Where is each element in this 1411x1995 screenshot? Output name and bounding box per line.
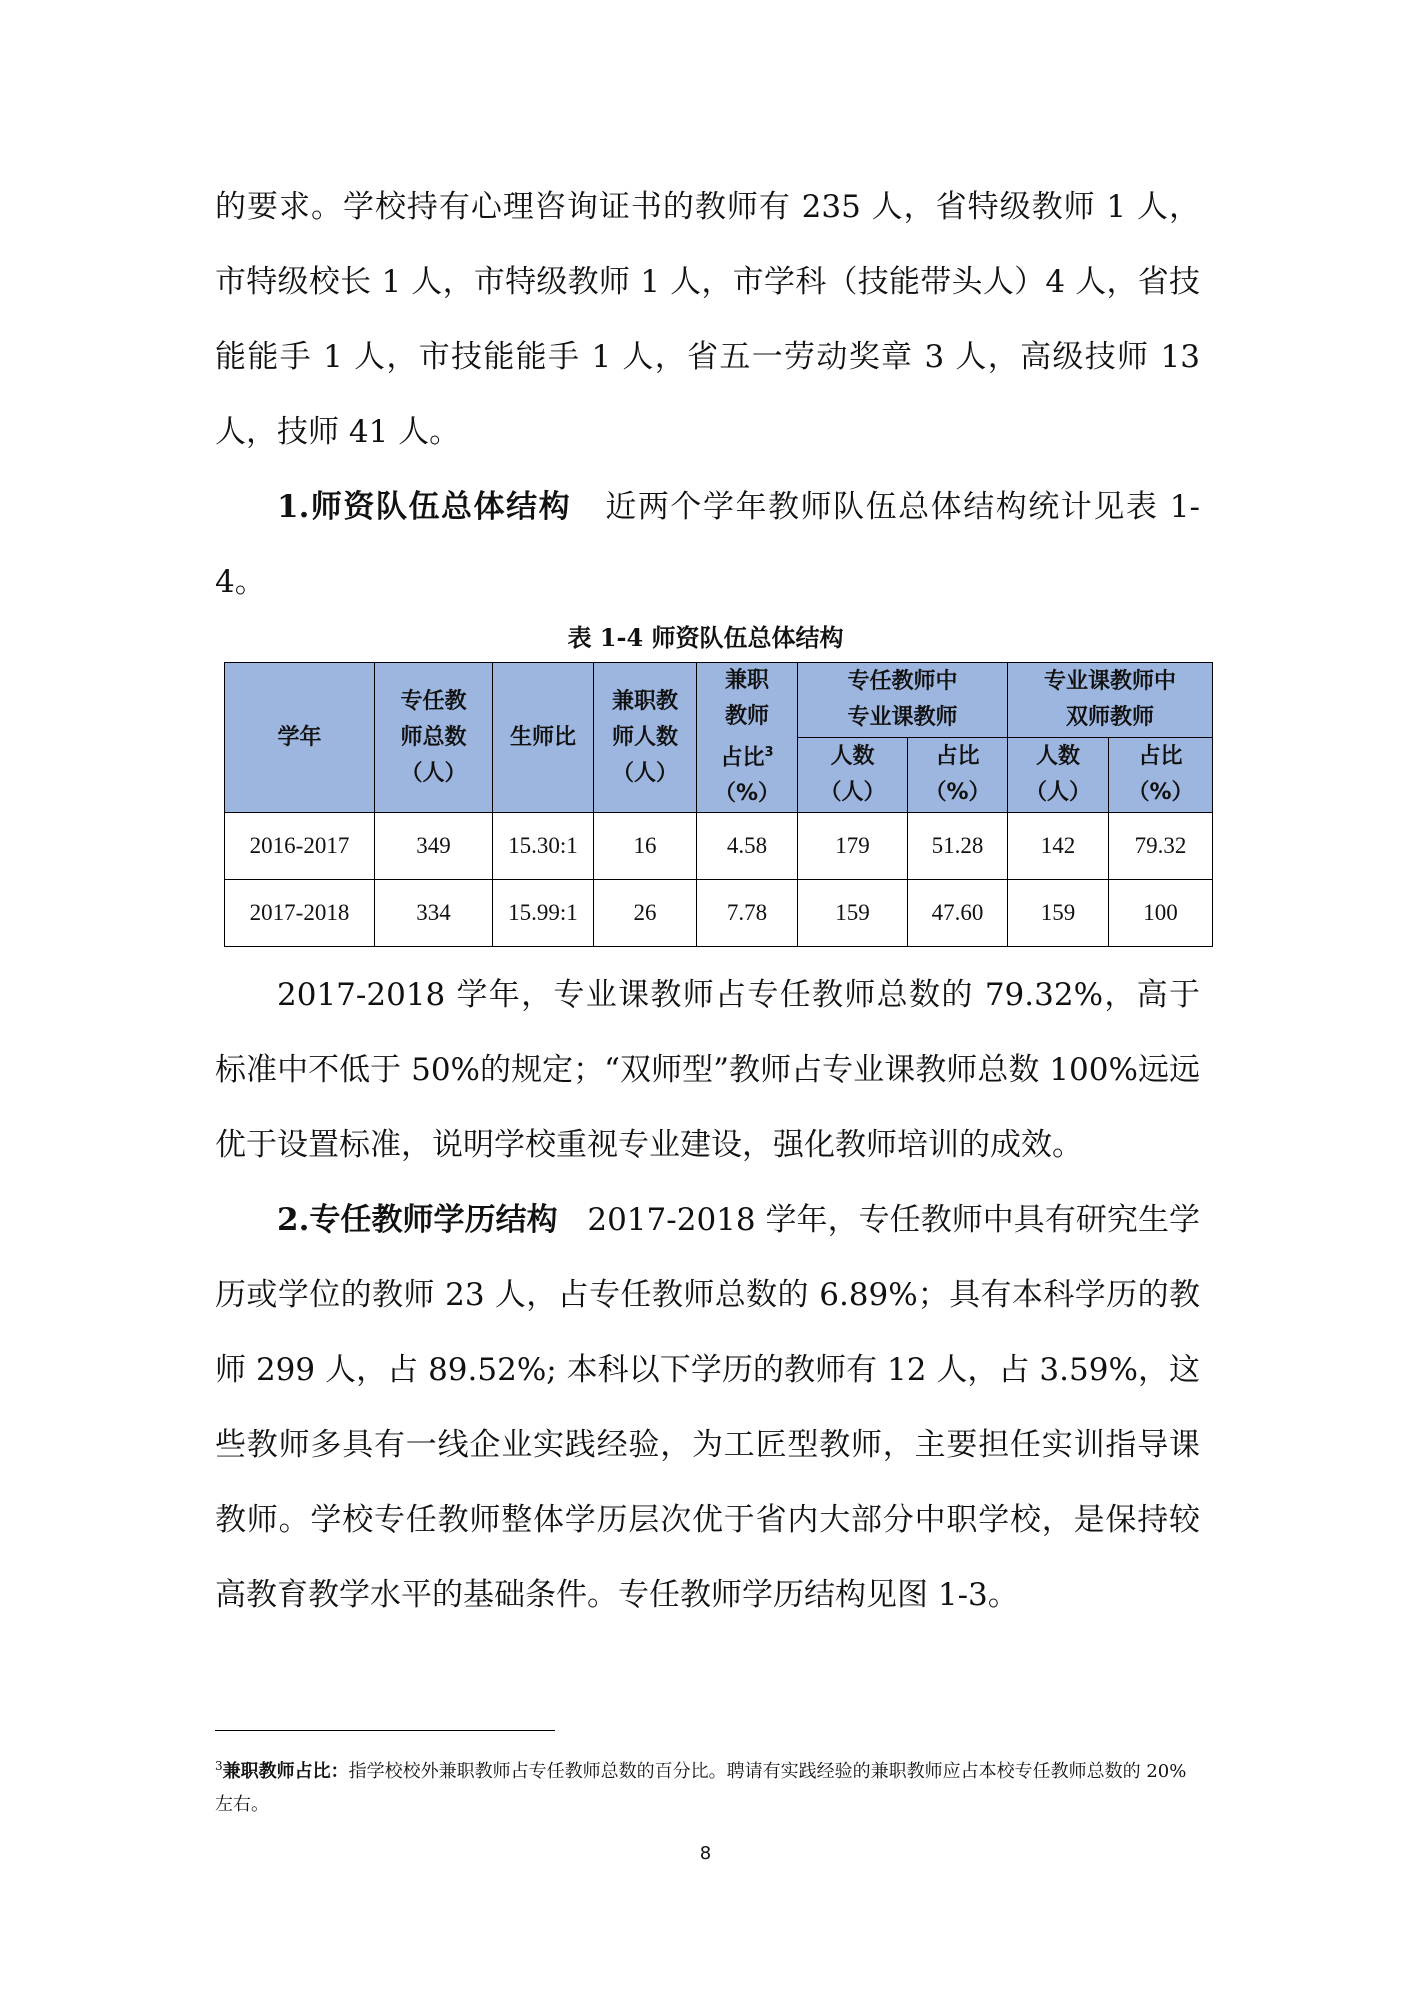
section-1-heading: 1.师资队伍总体结构 <box>277 489 572 525</box>
page-number: 8 <box>699 1843 712 1864</box>
header-text: 专任教 <box>400 688 467 714</box>
header-year: 学年 <box>225 663 375 813</box>
header-text <box>697 735 797 776</box>
header-text: 人数 <box>1036 744 1081 770</box>
header-parttime-pct <box>697 663 798 813</box>
footnote-term: 兼职教师占比： <box>222 1761 349 1782</box>
table-cell: 349 <box>375 813 493 880</box>
header-text: （%） <box>713 781 781 807</box>
table-row <box>225 813 1213 880</box>
table-cell: 2016-2017 <box>225 813 375 880</box>
header-text: 专业课教师中 <box>1044 669 1177 695</box>
header-text: 师总数 <box>400 724 467 750</box>
table-cell: 2017-2018 <box>225 880 375 947</box>
footnote <box>215 1750 1200 1821</box>
table-caption: 表 1-4 师资队伍总体结构 <box>567 623 844 652</box>
table-cell: 179 <box>798 813 908 880</box>
header-text: （人） <box>611 760 678 786</box>
header-student-teacher-ratio: 生师比 <box>493 663 594 813</box>
section-1-body: 近两个学年教师队伍总体结构统计见表 1-4。 <box>215 489 1200 600</box>
footnote-text: 指学校校外兼职教师占专任教师总数的百分比。聘请有实践经验的兼职教师应占本校专任教师总数的 20%左右。 <box>215 1761 1187 1815</box>
footnote-divider <box>215 1730 555 1731</box>
header-text: 专任教师中 <box>847 669 958 695</box>
header-parttime-count <box>594 663 697 813</box>
header-text: （%） <box>924 780 991 806</box>
paragraph-section-2 <box>215 1183 1200 1633</box>
table-cell: 79.32 <box>1109 813 1213 880</box>
header-text: 占比 <box>935 744 980 770</box>
header-text: （%） <box>1127 780 1194 806</box>
table-cell: 15.30:1 <box>493 813 594 880</box>
table-cell: 51.28 <box>908 813 1008 880</box>
header-text: （人） <box>1025 780 1092 806</box>
table-cell: 47.60 <box>908 880 1008 947</box>
table-cell: 100 <box>1109 880 1213 947</box>
header-group-dual-qualified <box>1008 663 1213 738</box>
paragraph-analysis: 2017-2018 学年，专业课教师占专任教师总数的 79.32%，高于标准中不低于 50%的规定；“双师型”教师占专业课教师总数 100%远远优于设置标准，说明学校重视专业建设，强化教师培训的成效。 <box>215 977 1200 1163</box>
header-text: 专业课教师 <box>847 705 958 731</box>
paragraph-intro: 的要求。学校持有心理咨询证书的教师有 235 人，省特级教师 1 人，市特级校长 1 人，市特级教师 1 人，市学科（技能带头人）4 人，省技能能手 1 人，市技能能手 1 人，省五一劳动奖章 3 人，高级技师 13 人，技师 41 人。 <box>215 189 1200 450</box>
table-cell: 26 <box>594 880 697 947</box>
header-text: 师人数 <box>611 724 678 750</box>
header-text: 兼职 <box>724 668 769 693</box>
table-cell: 7.78 <box>697 880 798 947</box>
section-2-body: 2017-2018 学年，专任教师中具有研究生学历或学位的教师 23 人，占专任教师总数的 6.89%；具有本科学历的教师 299 人，占 89.52%; 本科以下学历的教师有 12 人，占 3.59%，这些教师多具有一线企业实践经验，为工匠型教师，主要担任实训指导课教师。学校专任教师整体学历层次优于省内大部分中职学校，是保持较高教育教学水平的基础条件。专任教师学历结构见图 1-3。 <box>215 1202 1200 1613</box>
header-pct <box>1109 738 1213 813</box>
header-text: 教师 <box>724 704 769 729</box>
header-text: （人） <box>400 760 467 786</box>
header-text: 占比 <box>720 745 765 771</box>
table-cell: 334 <box>375 880 493 947</box>
header-text: 占比 <box>1138 744 1183 770</box>
table-cell: 4.58 <box>697 813 798 880</box>
footnote-marker: 3 <box>764 745 774 760</box>
teacher-structure-table <box>224 662 1213 947</box>
header-text: 双师教师 <box>1066 705 1155 731</box>
header-text: （人） <box>819 780 886 806</box>
header-group-fulltime-professional <box>798 663 1008 738</box>
header-count <box>1008 738 1109 813</box>
header-text: 人数 <box>830 744 875 770</box>
table-cell: 159 <box>798 880 908 947</box>
table-cell: 15.99:1 <box>493 880 594 947</box>
footnote-number: 3 <box>215 1759 223 1773</box>
header-count <box>798 738 908 813</box>
table-cell: 159 <box>1008 880 1109 947</box>
header-pct <box>908 738 1008 813</box>
header-fulltime-total <box>375 663 493 813</box>
table-row <box>225 880 1213 947</box>
table-cell: 142 <box>1008 813 1109 880</box>
section-2-heading: 2.专任教师学历结构 <box>277 1202 558 1238</box>
paragraph-section-1 <box>215 470 1200 620</box>
header-text: 兼职教 <box>611 688 678 714</box>
table-cell: 16 <box>594 813 697 880</box>
